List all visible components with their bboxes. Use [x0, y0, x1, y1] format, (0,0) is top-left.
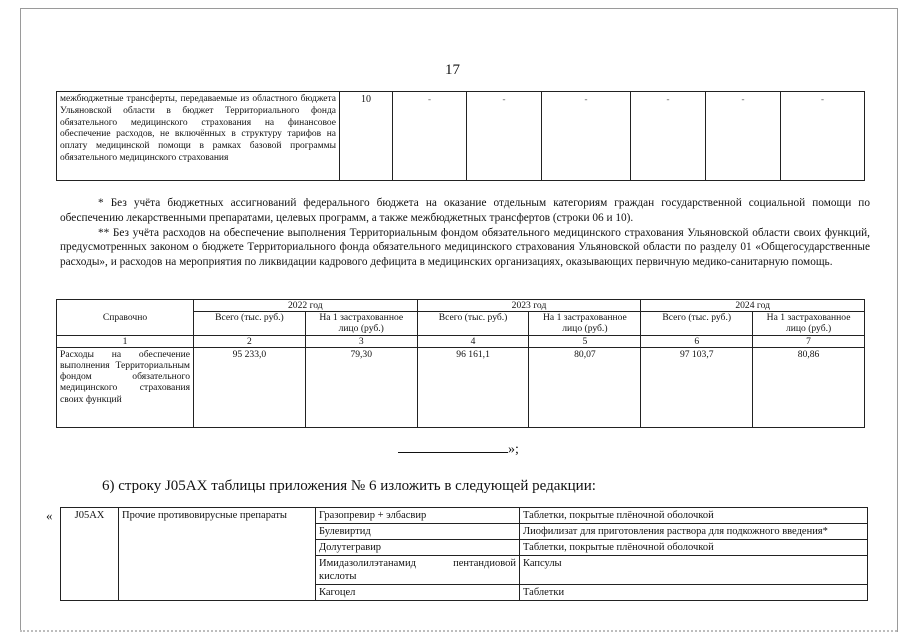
header-total: Всего (тыс. руб.)	[194, 312, 306, 335]
table-cell: -	[781, 92, 865, 181]
table-row	[57, 92, 865, 181]
atc-code: J05AX	[61, 508, 119, 601]
reference-table	[56, 299, 865, 428]
table-cell: -	[542, 92, 631, 181]
value-cell: 79,30	[305, 347, 417, 427]
value-cell: 95 233,0	[194, 347, 306, 427]
value-cell: 80,86	[753, 347, 865, 427]
table-cell: -	[706, 92, 781, 181]
dosage-form: Таблетки, покрытые плёночной оболочкой	[520, 508, 868, 524]
table-cell: -	[393, 92, 467, 181]
column-number: 6	[641, 335, 753, 347]
dosage-form: Лиофилизат для приготовления раствора для подкожного введения*	[520, 524, 868, 540]
drug-name: Кагоцел	[316, 585, 520, 601]
table-header-row	[57, 300, 865, 312]
value-cell: 97 103,7	[641, 347, 753, 427]
page-edge	[20, 630, 897, 632]
closing-mark	[398, 440, 519, 458]
budget-table-fragment	[56, 91, 865, 181]
drug-name: Гразопревир + элбасвир	[316, 508, 520, 524]
column-number: 1	[57, 335, 194, 347]
header-total: Всего (тыс. руб.)	[417, 312, 529, 335]
row-number: 10	[340, 92, 393, 181]
header-reference: Справочно	[57, 300, 194, 336]
header-per-insured: На 1 застрахованное лицо (руб.)	[305, 312, 417, 335]
table-cell: -	[467, 92, 542, 181]
column-number: 2	[194, 335, 306, 347]
dosage-form: Таблетки	[520, 585, 868, 601]
footnote-2: ** Без учёта расходов на обеспечение выполнения Территориальным фондом обязательного медицинского страхования Ульяновской области своих функций, предусмотренных законом о бюджете Территориального фонда обязательного медицинского страхования Ульяновской области по разделу 01 «Общегосударственные расходы», и расходов на мероприятия по ликвидации кадрового дефицита в медицинских организациях, оказывающих первичную медико-санитарную помощь.	[60, 226, 870, 269]
table-row	[57, 347, 865, 427]
column-number: 7	[753, 335, 865, 347]
column-number: 4	[417, 335, 529, 347]
column-number: 3	[305, 335, 417, 347]
column-number-row	[57, 335, 865, 347]
header-per-insured: На 1 застрахованное лицо (руб.)	[753, 312, 865, 335]
value-cell: 96 161,1	[417, 347, 529, 427]
closing-quote: »;	[508, 442, 519, 457]
value-cell: 80,07	[529, 347, 641, 427]
header-total: Всего (тыс. руб.)	[641, 312, 753, 335]
drug-group: Прочие противовирусные препараты	[119, 508, 316, 601]
footnotes	[60, 196, 870, 270]
header-year: 2023 год	[417, 300, 641, 312]
header-year: 2022 год	[194, 300, 418, 312]
footnote-1: * Без учёта бюджетных ассигнований федерального бюджета на оказание отдельным категориям граждан государственной социальной помощи по обеспечению лекарственными препаратами, целевых программ, а также межбюджетных трансфертов (строки 06 и 10).	[60, 197, 870, 224]
drug-name: Имидазолилэтанамид пентандиовой кислоты	[316, 556, 520, 585]
header-year: 2024 год	[641, 300, 865, 312]
section-heading: 6) строку J05AX таблицы приложения № 6 изложить в следующей редакции:	[102, 478, 596, 494]
row-name: Расходы на обеспечение выполнения Территориальным фондом обязательного медицинского страхования своих функций	[57, 347, 194, 427]
drug-name: Булевиртид	[316, 524, 520, 540]
drug-table	[60, 507, 868, 601]
header-per-insured: На 1 застрахованное лицо (руб.)	[529, 312, 641, 335]
page-number: 17	[445, 62, 460, 78]
column-number: 5	[529, 335, 641, 347]
table-row	[61, 508, 868, 524]
dosage-form: Капсулы	[520, 556, 868, 585]
blank-line	[398, 440, 508, 453]
open-quote: «	[46, 508, 53, 523]
table-cell: -	[631, 92, 706, 181]
drug-name: Долутегравир	[316, 540, 520, 556]
row-description: межбюджетные трансферты, передаваемые из областного бюджета Ульяновской области в бюджет Территориального фонда обязательного медицинского страхования на финансовое обеспечение расходов, не включённых в структуру тарифов на оплату медицинской помощи в рамках базовой программы обязательного медицинского страхования	[57, 92, 340, 181]
dosage-form: Таблетки, покрытые плёночной оболочкой	[520, 540, 868, 556]
